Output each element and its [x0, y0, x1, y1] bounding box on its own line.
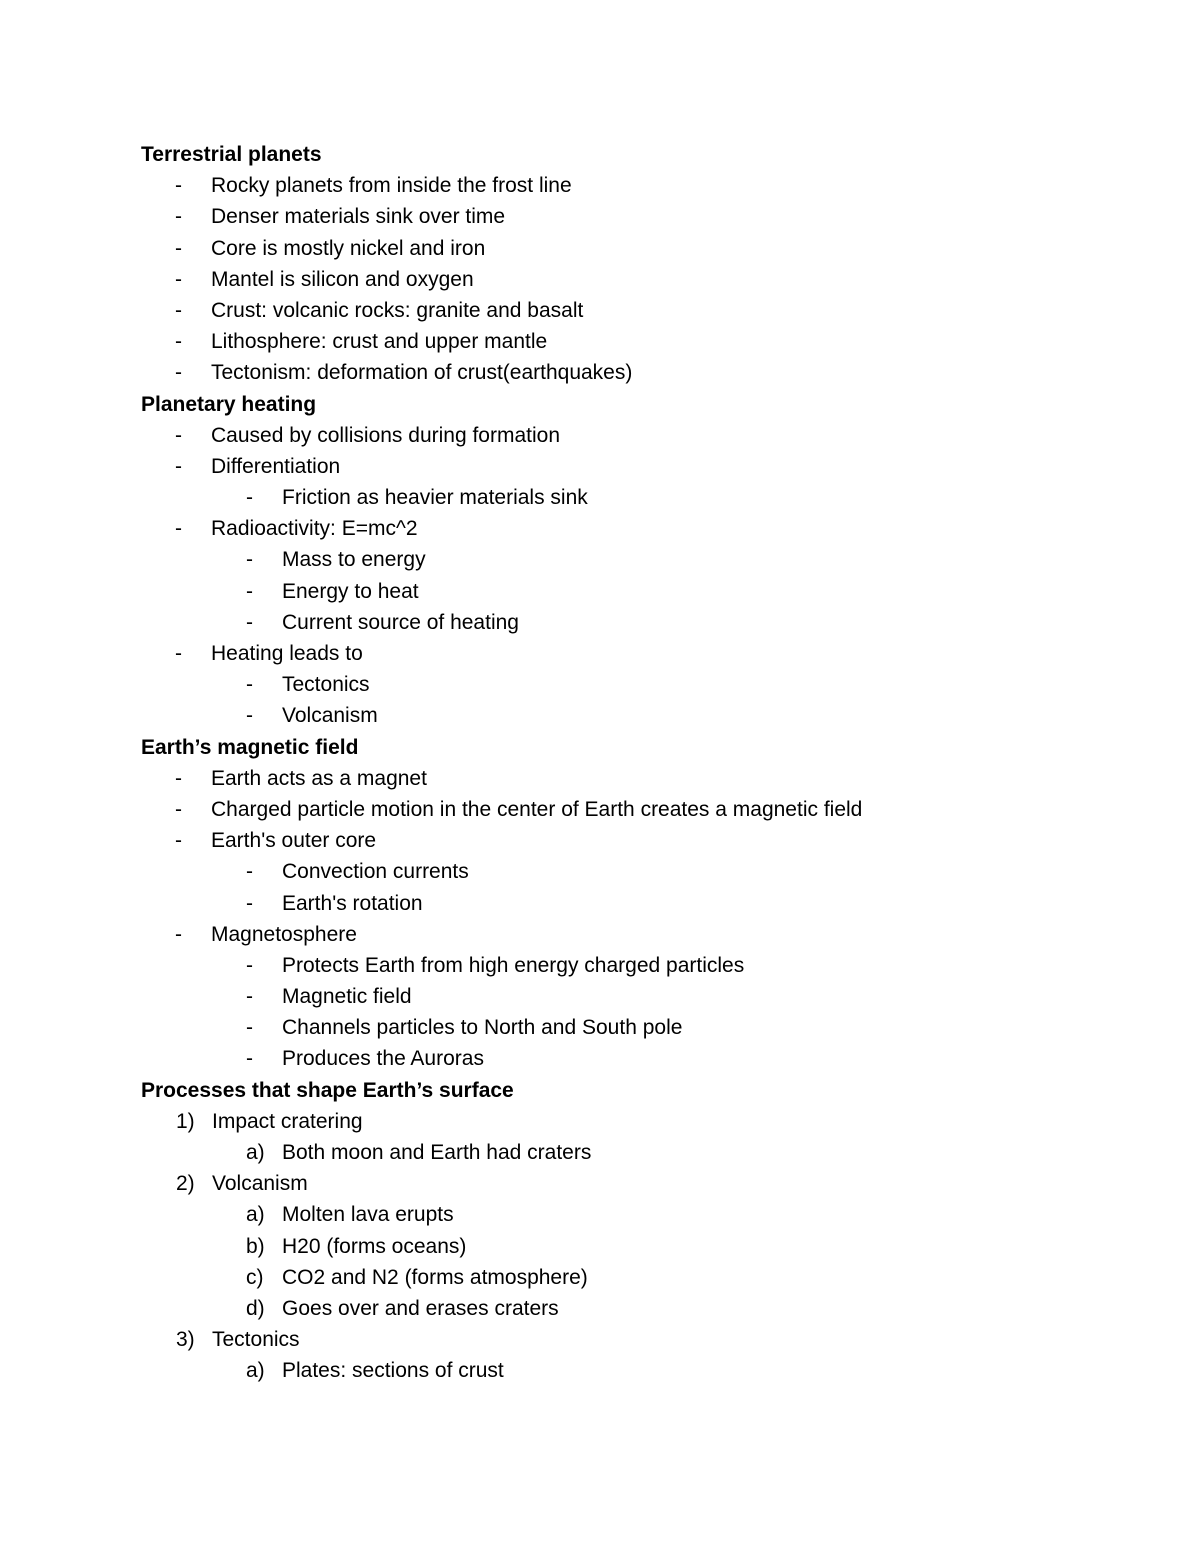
bullet-marker: - — [246, 579, 253, 603]
letter-marker: b) — [246, 1234, 265, 1258]
bullet-marker: - — [175, 517, 182, 541]
bullet-item — [141, 919, 1101, 950]
bullet-text: Current source of heating — [282, 610, 519, 634]
number-marker: 3) — [176, 1328, 195, 1352]
bullet-text: Mass to energy — [282, 548, 426, 572]
notes-body — [141, 139, 1101, 1387]
bullet-item — [141, 170, 1101, 201]
bullet-marker: - — [246, 704, 253, 728]
letter-marker: a) — [246, 1141, 265, 1164]
lettered-item — [141, 1231, 1101, 1262]
bullet-text: Magnetic field — [282, 985, 412, 1009]
bullet-item — [141, 420, 1101, 451]
bullet-item — [141, 326, 1101, 357]
bullet-marker: - — [246, 1047, 253, 1071]
lettered-text: CO2 and N2 (forms atmosphere) — [282, 1265, 588, 1289]
bullet-item — [141, 295, 1101, 326]
letter-marker: d) — [246, 1296, 265, 1320]
number-marker: 2) — [176, 1172, 195, 1196]
bullet-marker: - — [175, 642, 182, 665]
bullet-item — [141, 794, 1101, 825]
bullet-item — [141, 451, 1101, 482]
bullet-marker: - — [246, 953, 253, 977]
bullet-marker: - — [175, 174, 182, 198]
bullet-text: Lithosphere: crust and upper mantle — [211, 330, 548, 354]
numbered-item — [141, 1324, 1101, 1355]
bullet-marker: - — [246, 486, 253, 510]
lettered-text: Both moon and Earth had craters — [282, 1141, 592, 1164]
bullet-item — [141, 825, 1101, 856]
lettered-text: Goes over and erases craters — [282, 1296, 559, 1320]
bullet-text: Crust: volcanic rocks: granite and basalt — [211, 298, 584, 322]
bullet-marker: - — [246, 548, 253, 572]
bullet-text: Earth's rotation — [282, 891, 423, 915]
lettered-item — [141, 1199, 1101, 1230]
bullet-marker: - — [175, 236, 182, 260]
bullet-text: Radioactivity: E=mc^2 — [211, 517, 418, 541]
number-marker: 1) — [176, 1109, 195, 1133]
bullet-marker: - — [175, 423, 182, 447]
sub-bullet-item — [141, 544, 1101, 575]
bullet-marker: - — [246, 891, 253, 915]
bullet-text: Charged particle motion in the center of Earth creates a magnetic field — [211, 797, 863, 821]
letter-marker: a) — [246, 1359, 265, 1383]
bullet-text: Protects Earth from high energy charged particles — [282, 953, 745, 977]
sub-bullet-item — [141, 981, 1101, 1012]
section-heading: Earth’s magnetic field — [141, 735, 359, 759]
bullet-text: Caused by collisions during formation — [211, 423, 561, 447]
bullet-marker: - — [246, 673, 253, 697]
numbered-item — [141, 1168, 1101, 1199]
bullet-text: Denser materials sink over time — [211, 205, 506, 229]
bullet-text: Earth's outer core — [211, 829, 377, 853]
bullet-text: Differentiation — [211, 454, 341, 478]
bullet-text: Magnetosphere — [211, 922, 357, 946]
bullet-text: Produces the Auroras — [282, 1047, 484, 1071]
bullet-text: Earth acts as a magnet — [211, 766, 427, 790]
bullet-item — [141, 513, 1101, 544]
lettered-item — [141, 1355, 1101, 1386]
bullet-item — [141, 763, 1101, 794]
bullet-marker: - — [175, 454, 182, 478]
numbered-text: Volcanism — [212, 1172, 308, 1196]
bullet-marker: - — [246, 610, 253, 634]
bullet-marker: - — [175, 829, 182, 853]
sub-bullet-item — [141, 607, 1101, 638]
sub-bullet-item — [141, 576, 1101, 607]
lettered-text: H20 (forms oceans) — [282, 1234, 467, 1258]
sub-bullet-item — [141, 950, 1101, 981]
numbered-item — [141, 1106, 1101, 1137]
bullet-item — [141, 638, 1101, 669]
bullet-item — [141, 264, 1101, 295]
lettered-item — [141, 1137, 1101, 1168]
bullet-marker: - — [246, 1016, 253, 1040]
numbered-text: Impact cratering — [212, 1109, 363, 1133]
bullet-text: Convection currents — [282, 860, 469, 884]
bullet-item — [141, 233, 1101, 264]
lettered-text: Plates: sections of crust — [282, 1359, 504, 1383]
bullet-marker: - — [175, 267, 182, 291]
letter-marker: a) — [246, 1203, 265, 1227]
bullet-marker: - — [246, 985, 253, 1009]
bullet-marker: - — [175, 330, 182, 354]
bullet-marker: - — [175, 205, 182, 229]
section-heading: Processes that shape Earth’s surface — [141, 1078, 514, 1102]
bullet-item — [141, 201, 1101, 232]
lettered-item — [141, 1293, 1101, 1324]
sub-bullet-item — [141, 669, 1101, 700]
lettered-item — [141, 1262, 1101, 1293]
sub-bullet-item — [141, 700, 1101, 731]
bullet-marker: - — [175, 298, 182, 322]
sub-bullet-item — [141, 1012, 1101, 1043]
bullet-text: Mantel is silicon and oxygen — [211, 267, 474, 291]
sub-bullet-item — [141, 482, 1101, 513]
bullet-marker: - — [175, 922, 182, 946]
bullet-text: Heating leads to — [211, 642, 363, 665]
section-heading: Terrestrial planets — [141, 143, 322, 166]
bullet-text: Tectonics — [282, 673, 370, 697]
bullet-text: Friction as heavier materials sink — [282, 486, 588, 510]
sub-bullet-item — [141, 888, 1101, 919]
bullet-text: Tectonism: deformation of crust(earthquakes) — [211, 361, 633, 385]
bullet-text: Volcanism — [282, 704, 378, 728]
bullet-marker: - — [175, 766, 182, 790]
bullet-marker: - — [246, 860, 253, 884]
letter-marker: c) — [246, 1265, 264, 1289]
bullet-text: Channels particles to North and South pole — [282, 1016, 683, 1040]
bullet-marker: - — [175, 361, 182, 385]
sub-bullet-item — [141, 1043, 1101, 1074]
bullet-text: Energy to heat — [282, 579, 419, 603]
section-heading: Planetary heating — [141, 392, 317, 416]
lettered-text: Molten lava erupts — [282, 1203, 454, 1227]
bullet-item — [141, 357, 1101, 388]
bullet-text: Rocky planets from inside the frost line — [211, 174, 572, 198]
numbered-text: Tectonics — [212, 1328, 300, 1352]
bullet-marker: - — [175, 797, 182, 821]
sub-bullet-item — [141, 856, 1101, 887]
bullet-text: Core is mostly nickel and iron — [211, 236, 486, 260]
